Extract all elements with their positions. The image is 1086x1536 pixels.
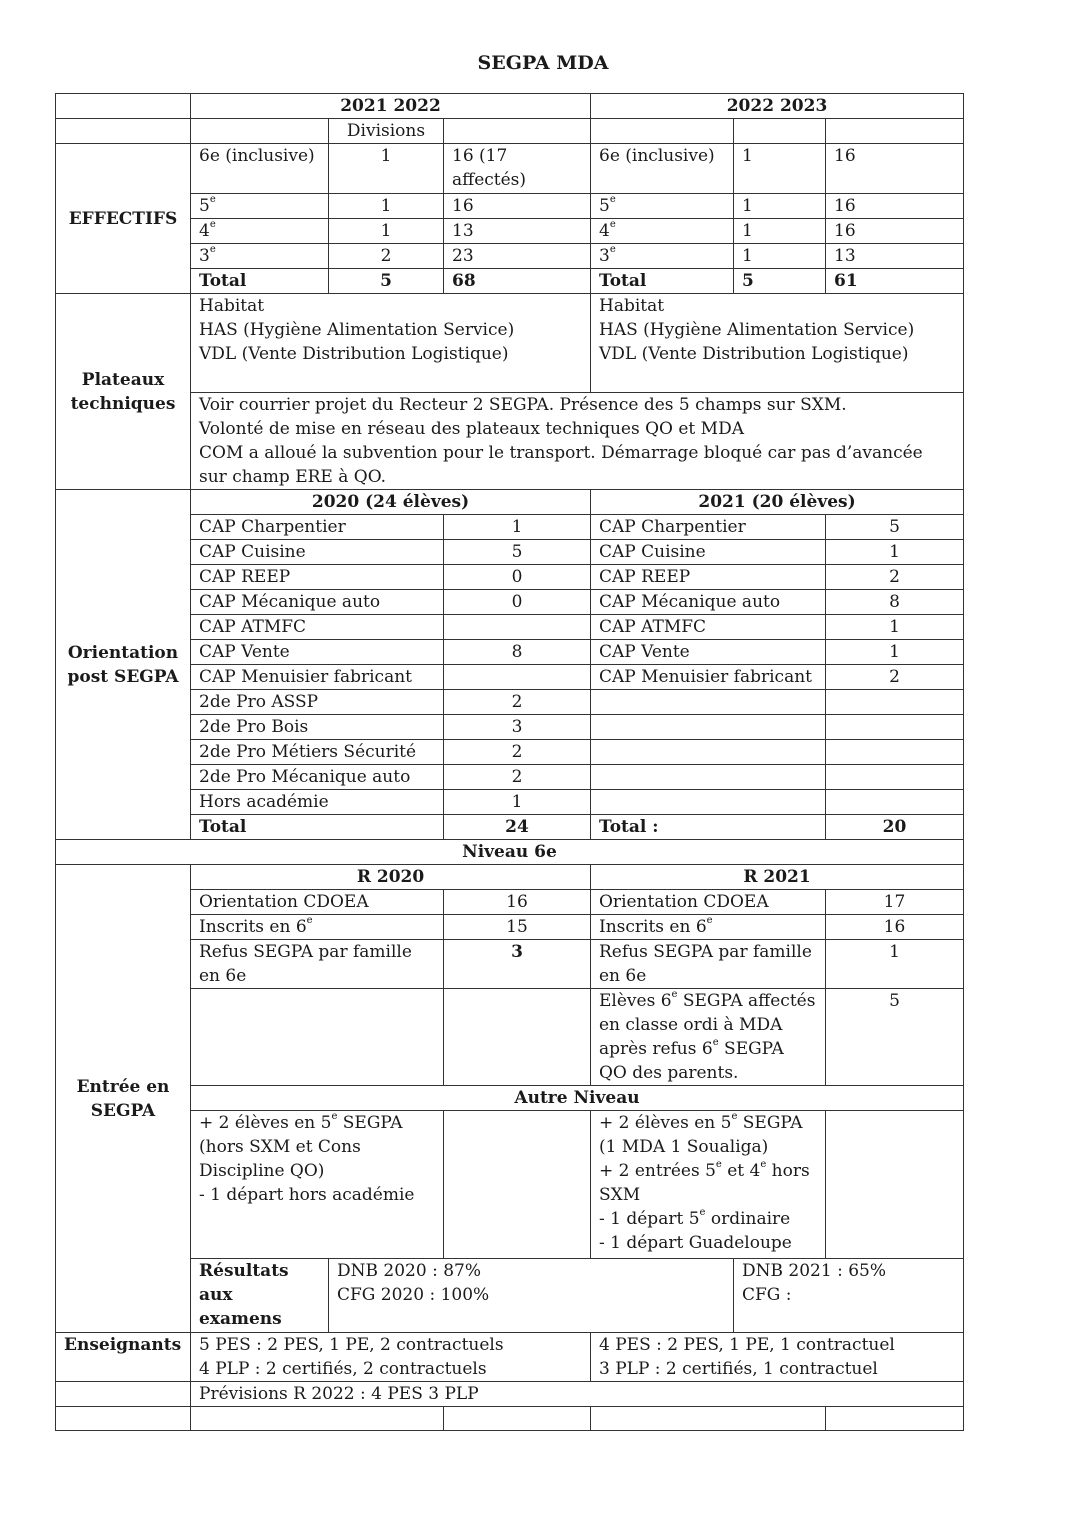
entree-header-a: R 2020: [191, 865, 591, 890]
total-count: 68: [444, 269, 591, 294]
table-row: Orientation CDOEA 16 Orientation CDOEA 17: [56, 890, 964, 915]
table-row: Refus SEGPA par famille en 6e 3 Refus SEGPA par famille en 6e 1: [56, 940, 964, 989]
resultats-a: DNB 2020 : 87% CFG 2020 : 100%: [329, 1259, 734, 1333]
effectifs-label: EFFECTIFS: [56, 144, 191, 294]
autre-a: + 2 élèves en 5e SEGPA (hors SXM et Cons Discipline QO) - 1 départ hors académie: [191, 1111, 444, 1259]
enseignants-label: Enseignants: [56, 1333, 191, 1382]
total-value: 24: [444, 815, 591, 840]
total-label: Total: [191, 815, 444, 840]
previsions-row: [56, 1382, 964, 1407]
total-label: Total: [191, 269, 329, 294]
table-row: 2de Pro Métiers Sécurité 2: [56, 740, 964, 765]
niveau-6e-header: Niveau 6e: [56, 840, 964, 865]
plateaux-list-a: Habitat HAS (Hygiène Alimentation Service) VDL (Vente Distribution Logistique): [191, 294, 591, 393]
autre-row: [56, 1111, 964, 1259]
total-row: [56, 815, 964, 840]
plateaux-list-b: Habitat HAS (Hygiène Alimentation Service) VDL (Vente Distribution Logistique): [591, 294, 964, 393]
orientation-label: Orientation post SEGPA: [56, 490, 191, 840]
table-row: CAP ATMFC CAP ATMFC 1: [56, 615, 964, 640]
total-divisions: 5: [734, 269, 826, 294]
total-row: [56, 269, 964, 294]
level-cell: 4e: [591, 219, 734, 244]
resultats-b: DNB 2021 : 65% CFG :: [734, 1259, 964, 1333]
table-row: 2de Pro Bois 3: [56, 715, 964, 740]
entree-header-row: [56, 865, 964, 890]
divisions-cell: 2: [329, 244, 444, 269]
table-row: 2de Pro ASSP 2: [56, 690, 964, 715]
entree-label: Entrée en SEGPA: [56, 865, 191, 1333]
table-row: [56, 244, 964, 269]
divisions-header: Divisions: [329, 119, 444, 144]
count-cell: 16: [444, 194, 591, 219]
count-cell: 16: [826, 219, 964, 244]
divisions-cell: 1: [734, 244, 826, 269]
level-cell: 6e (inclusive): [191, 144, 329, 194]
divisions-cell: 1: [329, 194, 444, 219]
enseignants-b: 4 PES : 2 PES, 1 PE, 1 contractuel 3 PLP : 2 certifiés, 1 contractuel: [591, 1333, 964, 1382]
year-header-b: 2022 2023: [591, 94, 964, 119]
table-row: [56, 219, 964, 244]
divisions-cell: 1: [734, 144, 826, 194]
count-cell: 16: [826, 194, 964, 219]
level-cell: 3e: [191, 244, 329, 269]
divisions-cell: 1: [329, 219, 444, 244]
table-row: Hors académie 1: [56, 790, 964, 815]
table-row: CAP Cuisine 5 CAP Cuisine 1: [56, 540, 964, 565]
divisions-cell: 1: [329, 144, 444, 194]
table-row: Inscrits en 6e 15 Inscrits en 6e 16: [56, 915, 964, 940]
segpa-table: [55, 93, 964, 1431]
resultats-row: [56, 1259, 964, 1333]
table-row: [56, 194, 964, 219]
table-row: 2de Pro Mécanique auto 2: [56, 765, 964, 790]
divisions-cell: 1: [734, 219, 826, 244]
effectifs-year-header-row: [56, 94, 964, 119]
plateaux-note: Voir courrier projet du Recteur 2 SEGPA. Présence des 5 champs sur SXM. Volonté de mise en réseau des plateaux techniques QO et MDA COM a alloué la subvention pour le transport. Démarrage bloqué car pas d’avancée sur champ ERE à QO.: [191, 393, 964, 490]
total-value: 20: [826, 815, 964, 840]
enseignants-a: 5 PES : 2 PES, 1 PE, 2 contractuels 4 PLP : 2 certifiés, 2 contractuels: [191, 1333, 591, 1382]
niveau-header-row: [56, 840, 964, 865]
table-row: CAP Vente 8 CAP Vente 1: [56, 640, 964, 665]
total-label: Total: [591, 269, 734, 294]
page-title: SEGPA MDA: [477, 52, 609, 74]
table-row: CAP Mécanique auto 0 CAP Mécanique auto 8: [56, 590, 964, 615]
plateaux-note-row: [56, 393, 964, 490]
level-cell: 4e: [191, 219, 329, 244]
orientation-header-row: [56, 490, 964, 515]
autre-header-row: [56, 1086, 964, 1111]
enseignants-row: [56, 1333, 964, 1382]
level-cell: 3e: [591, 244, 734, 269]
plateaux-label: Plateaux techniques: [56, 294, 191, 490]
table-row: CAP REEP 0 CAP REEP 2: [56, 565, 964, 590]
autre-niveau-header: Autre Niveau: [191, 1086, 964, 1111]
resultats-label: Résultats aux examens: [191, 1259, 329, 1333]
table-row: CAP Charpentier 1 CAP Charpentier 5: [56, 515, 964, 540]
plateaux-row: [56, 294, 964, 393]
empty-row: [56, 1407, 964, 1431]
orientation-header-a: 2020 (24 élèves): [191, 490, 591, 515]
count-cell: 16: [826, 144, 964, 194]
level-cell: 5e: [591, 194, 734, 219]
level-cell: 5e: [191, 194, 329, 219]
count-cell: 16 (17 affectés): [444, 144, 591, 194]
count-cell: 13: [826, 244, 964, 269]
autre-b: + 2 élèves en 5e SEGPA (1 MDA 1 Soualiga) + 2 entrées 5e et 4e hors SXM - 1 départ 5e ordinaire - 1 départ Guadeloupe: [591, 1111, 826, 1259]
table-row: Elèves 6e SEGPA affectés en classe ordi à MDA après refus 6e SEGPA QO des parents. 5: [56, 989, 964, 1086]
count-cell: 23: [444, 244, 591, 269]
previsions-text: Prévisions R 2022 : 4 PES 3 PLP: [191, 1382, 964, 1407]
orientation-header-b: 2021 (20 élèves): [591, 490, 964, 515]
divisions-cell: 1: [734, 194, 826, 219]
year-header-a: 2021 2022: [191, 94, 591, 119]
effectifs-subheader-row: [56, 119, 964, 144]
total-count: 61: [826, 269, 964, 294]
count-cell: 13: [444, 219, 591, 244]
table-row: CAP Menuisier fabricant CAP Menuisier fabricant 2: [56, 665, 964, 690]
level-cell: 6e (inclusive): [591, 144, 734, 194]
entree-header-b: R 2021: [591, 865, 964, 890]
table-row: [56, 144, 964, 194]
total-label: Total :: [591, 815, 826, 840]
total-divisions: 5: [329, 269, 444, 294]
